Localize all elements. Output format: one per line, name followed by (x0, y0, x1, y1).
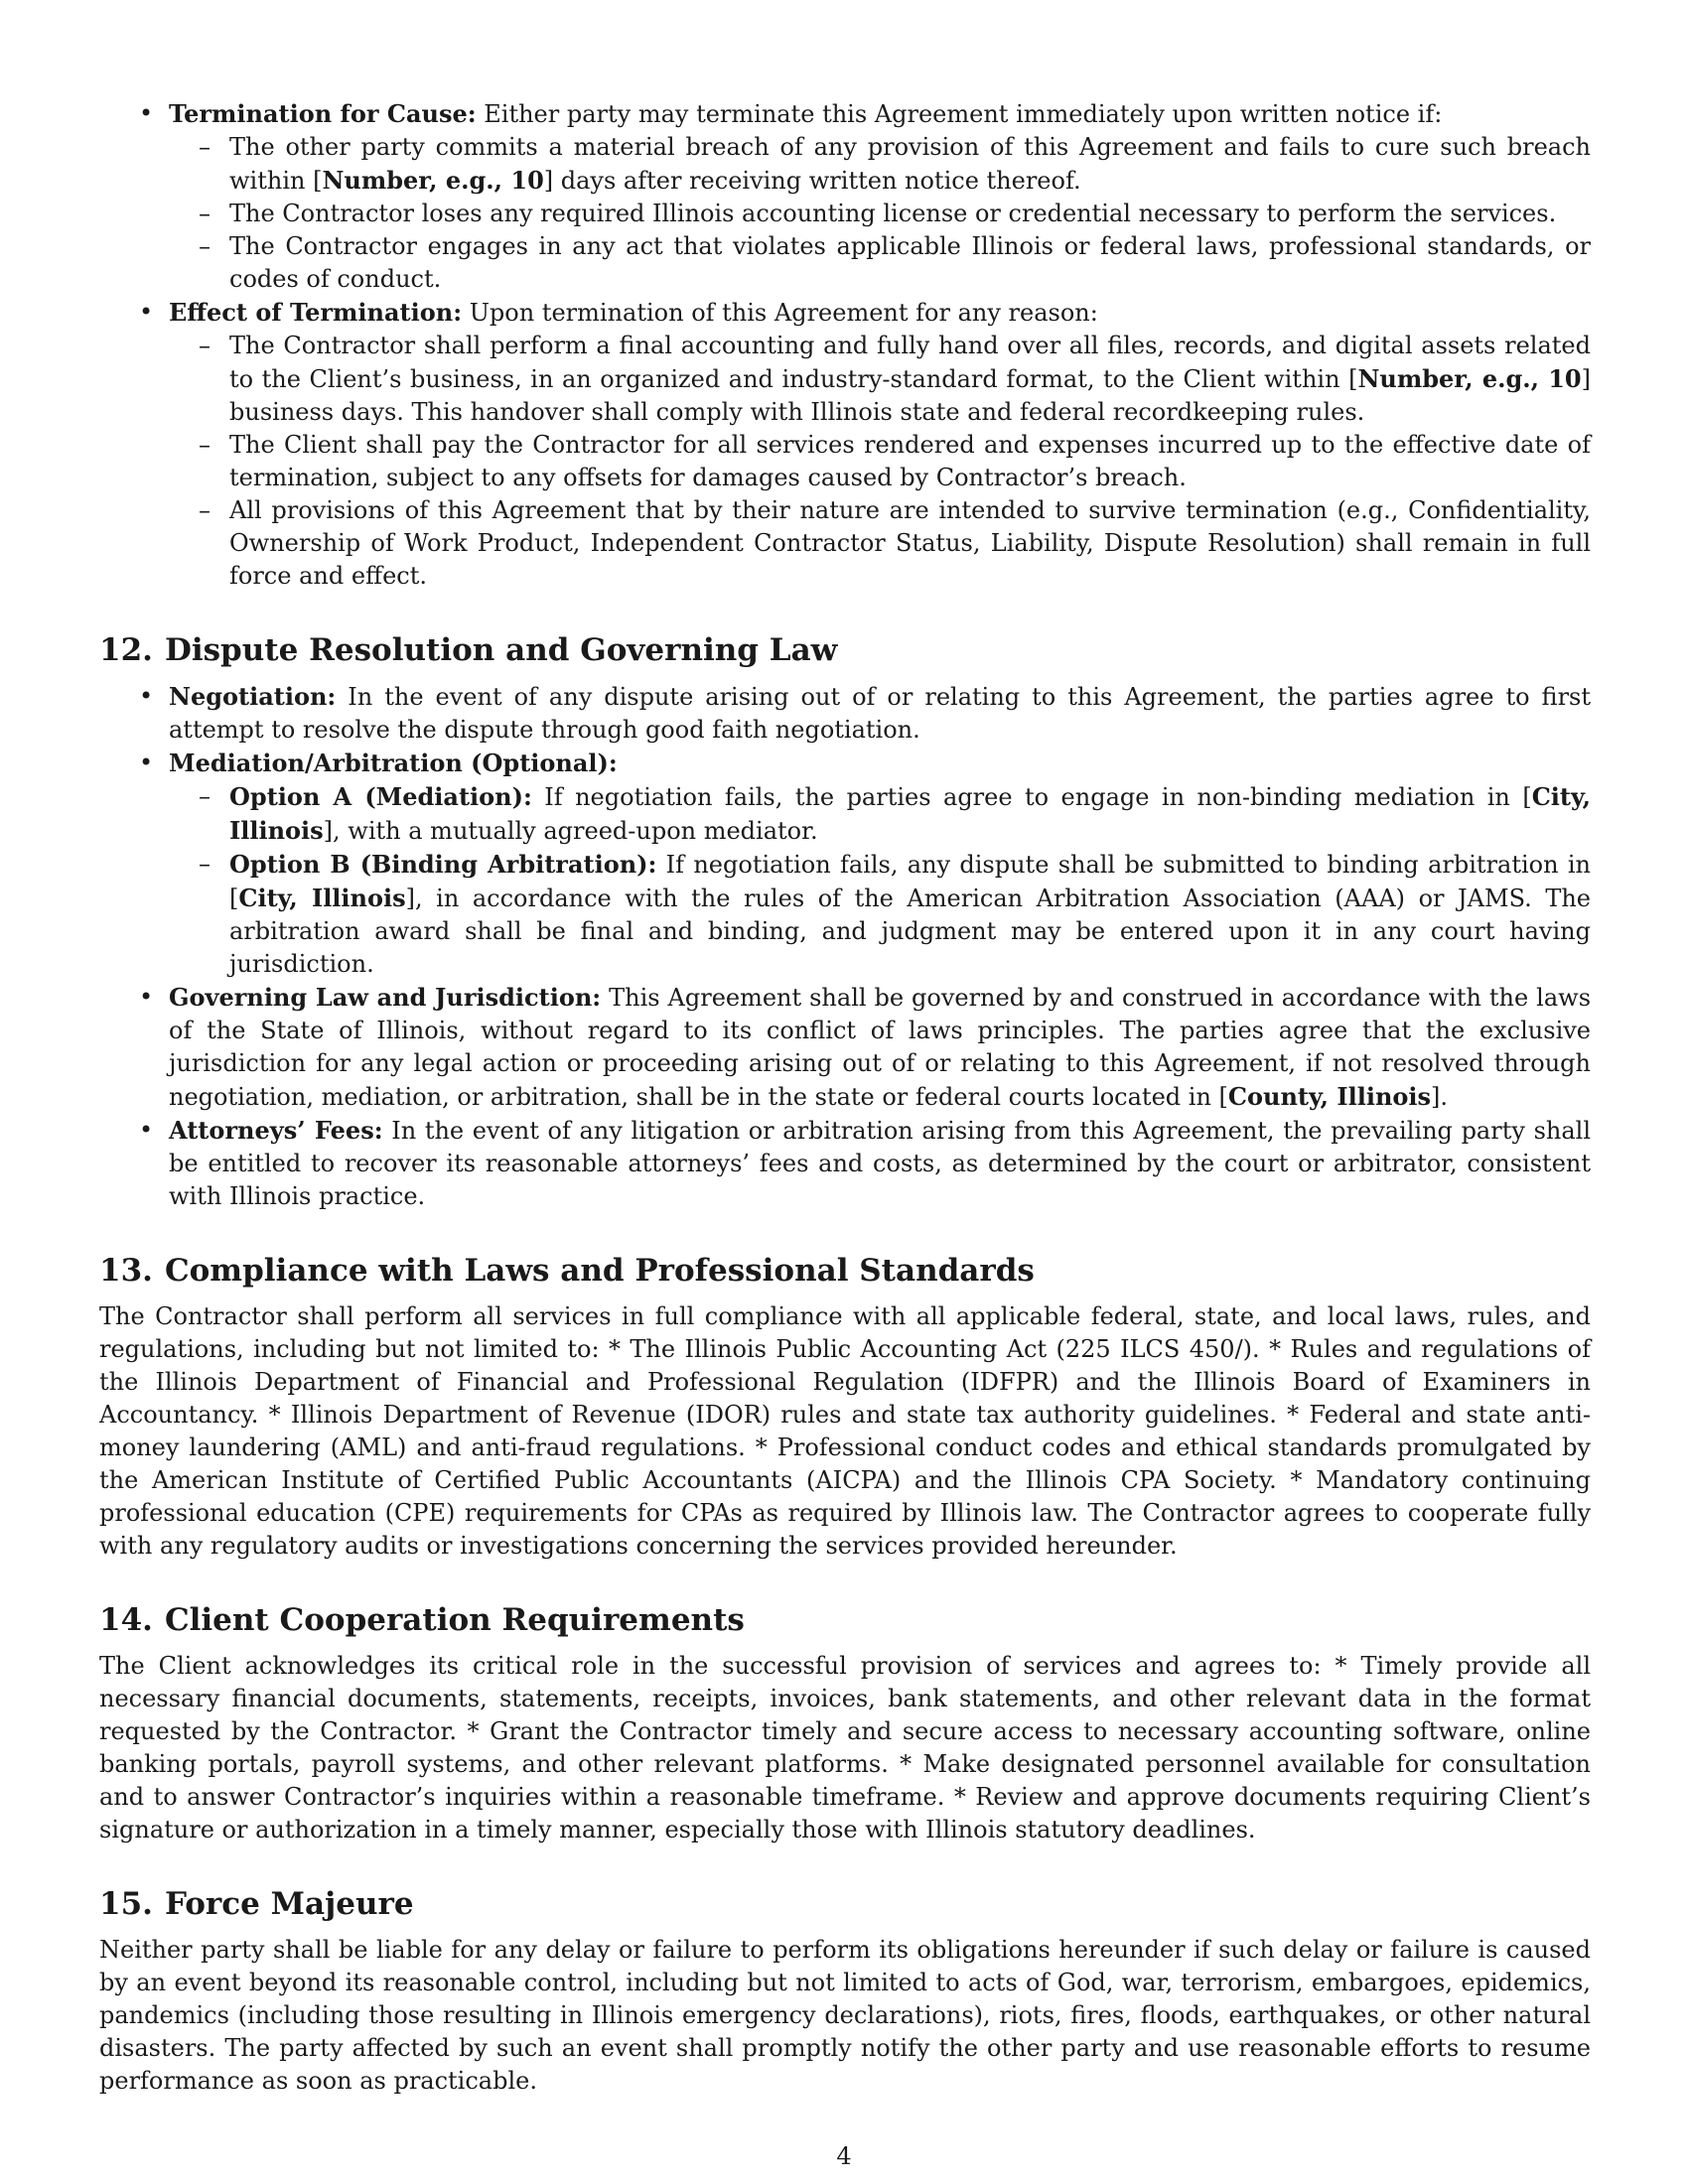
sub-item (229, 330, 1591, 429)
section-body: Neither party shall be liable for any delay or failure to perform its obligations hereunder if such delay or failure is caused by an event beyond its reasonable control, including but not limited to acts of God, war, terrorism, embargoes, epidemics, pandemics (including those resulting in Illinois emergency declarations), riots, fires, floods, earthquakes, or other natural disasters. The party affected by such an event shall promptly notify the other party and use reasonable efforts to resume performance as soon as practicable. (99, 1936, 1591, 2095)
option-text: If negotiation fails, the parties agree to engage in non-binding mediation in [ (531, 783, 1532, 811)
negotiation-item (169, 680, 1591, 747)
attorneys-fees-item (169, 1114, 1591, 1213)
dispute-list (99, 680, 1591, 1213)
section-heading (99, 1251, 1591, 1291)
mediation-item (169, 747, 1591, 981)
placeholder-field: City, Illinois (229, 782, 1591, 845)
placeholder-field: Number, e.g., 10 (322, 166, 544, 195)
section-14 (99, 1600, 1591, 1846)
item-label: Governing Law and Jurisdiction: (169, 983, 602, 1012)
section-number: 12. (99, 632, 153, 668)
page-number: 4 (836, 2142, 852, 2170)
section-12 (99, 630, 1591, 1213)
section-body: The Contractor shall perform all services in full compliance with all applicable federal, state, and local laws, rules, and regulations, including but not limited to: * The Illinois Public Accounting Act (225 ILCS 450/). * Rules and regulations of the Illinois Department of Financial and Professional Regulation (IDFPR) and the Illinois Board of Examiners in Accountancy. * Illinois Department of Revenue (IDOR) rules and state tax authority guidelines. * Federal and state anti-money laundering (AML) and anti-fraud regulations. * Professional conduct codes and ethical standards promulgated by the American Institute of Certified Public Accountants (AICPA) and the Illinois CPA Society. * Mandatory continuing professional education (CPE) requirements for CPAs as required by Illinois law. The Contractor agrees to cooperate fully with any regulatory audits or investigations concerning the services provided hereunder. (99, 1302, 1591, 1560)
item-label: Effect of Termination: (169, 298, 463, 327)
section-title: Force Majeure (164, 1886, 414, 1922)
sub-item: – The Client shall pay the Contractor for all services rendered and expenses incurred up to the effective date of termination, subject to any offsets for damages caused by Contractor’s breach. (229, 429, 1591, 494)
option-text: ], in accordance with the rules of the American Arbitration Association (AAA) or JAMS. The arbitration award shall be final and binding, and judgment may be entered upon it in any court having jurisdiction. (229, 885, 1591, 978)
termination-for-cause-item (169, 97, 1591, 296)
item-text: Either party may terminate this Agreement immediately upon written notice if: (476, 100, 1443, 128)
item-label: Attorneys’ Fees: (169, 1116, 383, 1145)
placeholder-field: Number, e.g., 10 (1357, 364, 1582, 393)
section-body: The Client acknowledges its critical role in the successful provision of services and agrees to: * Timely provide all necessary financial documents, statements, receipts, invoices, bank statements, and other relevant data in the format requested by the Contractor. * Grant the Contractor timely and secure access to necessary accounting software, online banking portals, payroll systems, and other relevant platforms. * Make designated personnel available for consultation and to answer Contractor’s inquiries within a reasonable timeframe. * Review and approve documents requiring Client’s signature or authorization in a timely manner, especially those with Illinois statutory deadlines. (99, 1652, 1591, 1843)
section-13 (99, 1251, 1591, 1563)
section-title: Client Cooperation Requirements (164, 1602, 745, 1638)
section-number: 13. (99, 1253, 153, 1289)
section-15 (99, 1884, 1591, 2098)
item-text: This Agreement shall be governed by and construed in accordance with the laws of the State of Illinois, without regard to its conflict of laws principles. The parties agree that the exclusive jurisdiction for any legal action or proceeding arising out of or relating to this Agreement, if not resolved through negotiation, mediation, or arbitration, shall be in the state or federal courts located in [ (169, 984, 1592, 1111)
option-label: Option A (Mediation): (229, 782, 532, 811)
section-title: Dispute Resolution and Governing Law (164, 632, 838, 668)
sub-item: – The Contractor engages in any act that violates applicable Illinois or federal laws, professional standards, or codes of conduct. (229, 230, 1591, 296)
sub-list (169, 131, 1591, 296)
section-heading (99, 630, 1591, 670)
placeholder-field: County, Illinois (1227, 1082, 1432, 1111)
item-text: Upon termination of this Agreement for any reason: (462, 299, 1098, 327)
option-label: Option B (Binding Arbitration): (229, 850, 657, 879)
item-text: In the event of any litigation or arbitration arising from this Agreement, the prevailing party shall be entitled to recover its reasonable attorneys’ fees and costs, as determined by the court or arbitrator, consistent with Illinois practice. (169, 1117, 1591, 1210)
sub-item-text: ] days after receiving written notice thereof. (543, 167, 1081, 195)
effect-of-termination-item (169, 296, 1591, 593)
termination-list (99, 97, 1591, 593)
document-page (99, 97, 1591, 2098)
sub-list (169, 330, 1591, 593)
sub-list (169, 780, 1591, 981)
item-text: In the event of any dispute arising out of or relating to this Agreement, the parties agree to first attempt to resolve the dispute through good faith negotiation. (169, 683, 1591, 744)
governing-law-item (169, 981, 1591, 1114)
option-a-item (229, 780, 1591, 848)
sub-item: – The Contractor loses any required Illinois accounting license or credential necessary to perform the services. (229, 198, 1591, 230)
option-text: ], with a mutually agreed-upon mediator. (323, 817, 818, 845)
section-number: 14. (99, 1602, 153, 1638)
sub-item-text: The Contractor shall perform a final accounting and fully hand over all files, records, and digital assets related to the Client’s business, in an organized and industry-standard format, to the Client within [ (229, 332, 1591, 393)
option-text: If negotiation fails, any dispute shall be submitted to binding arbitration in [ (229, 851, 1591, 912)
sub-item-text: The other party commits a material breach of any provision of this Agreement and fails to cure such breach within [ (229, 133, 1591, 195)
placeholder-field: City, Illinois (238, 884, 406, 912)
sub-item: – All provisions of this Agreement that by their nature are intended to survive termination (e.g., Confidentiality, Ownership of Work Product, Independent Contractor Status, Liability, Dispute Resolution) shall remain in full force and effect. (229, 494, 1591, 593)
section-title: Compliance with Laws and Professional Standards (164, 1253, 1035, 1289)
section-number: 15. (99, 1886, 153, 1922)
item-text: ]. (1431, 1083, 1449, 1111)
item-label: Termination for Cause: (169, 99, 477, 128)
item-label: Mediation/Arbitration (Optional): (169, 749, 618, 777)
option-b-item (229, 848, 1591, 981)
sub-item (229, 131, 1591, 198)
section-heading (99, 1600, 1591, 1640)
section-heading (99, 1884, 1591, 1924)
item-label: Negotiation: (169, 682, 337, 711)
sub-item-text: ] business days. This handover shall comply with Illinois state and federal recordkeeping rules. (229, 365, 1592, 426)
